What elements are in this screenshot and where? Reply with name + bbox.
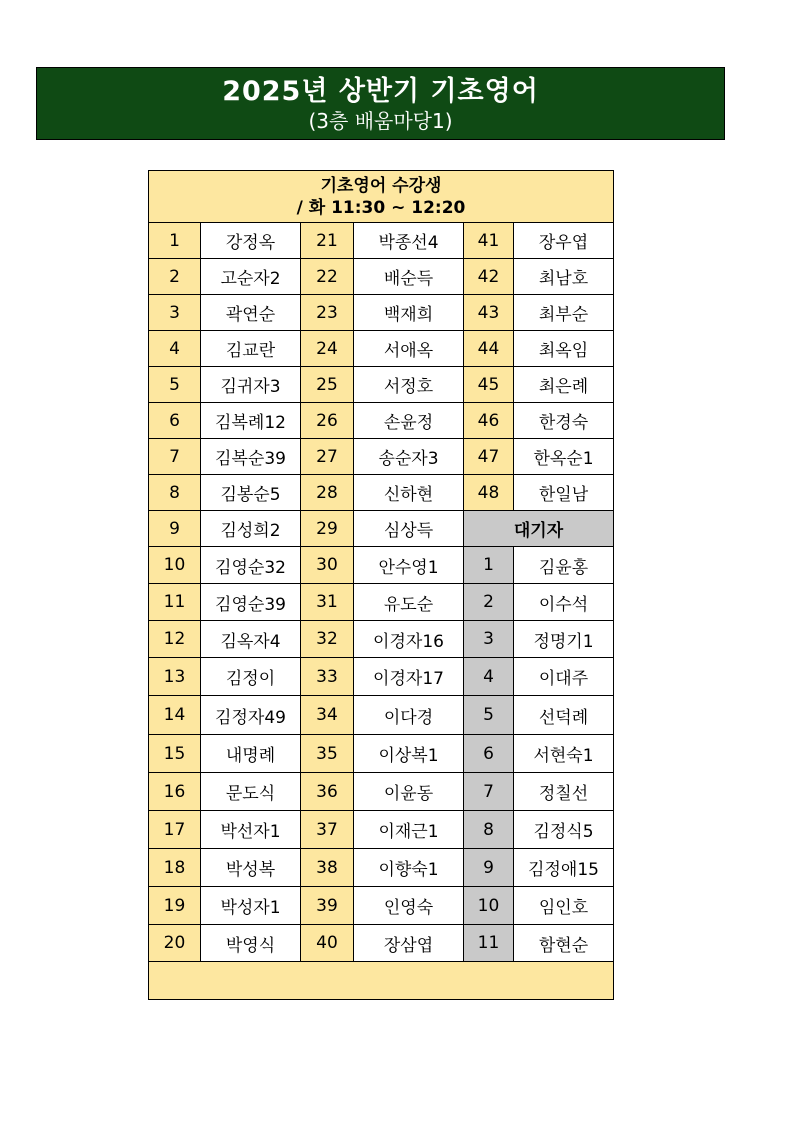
table-row (149, 621, 614, 658)
waitlist-number-cell: 9 (464, 849, 514, 887)
waitlist-name-cell: 김정식5 (514, 811, 614, 849)
roster-number-cell: 21 (301, 223, 354, 259)
roster-number-cell: 24 (301, 331, 354, 367)
roster-number-cell: 46 (464, 403, 514, 439)
table-row (149, 223, 614, 259)
waitlist-number-cell: 3 (464, 621, 514, 658)
student-name-cell: 김복순39 (201, 439, 301, 475)
student-name-cell: 이상복1 (354, 735, 464, 773)
roster-number-cell: 18 (149, 849, 201, 887)
table-row (149, 403, 614, 439)
waitlist-number-cell: 1 (464, 547, 514, 584)
roster-number-cell: 48 (464, 475, 514, 511)
student-name-cell: 송순자3 (354, 439, 464, 475)
student-name-cell: 이경자17 (354, 658, 464, 696)
roster-number-cell: 40 (301, 925, 354, 962)
waitlist-number-cell: 11 (464, 925, 514, 962)
roster-number-cell: 10 (149, 547, 201, 584)
student-name-cell: 고순자2 (201, 259, 301, 295)
student-name-cell: 백재희 (354, 295, 464, 331)
student-name-cell: 유도순 (354, 584, 464, 621)
student-name-cell: 최옥임 (514, 331, 614, 367)
student-name-cell: 김영순39 (201, 584, 301, 621)
roster-number-cell: 23 (301, 295, 354, 331)
waitlist-number-cell: 8 (464, 811, 514, 849)
roster-number-cell: 12 (149, 621, 201, 658)
roster-number-cell: 31 (301, 584, 354, 621)
student-name-cell: 심상득 (354, 511, 464, 547)
student-name-cell: 최남호 (514, 259, 614, 295)
student-name-cell: 김영순32 (201, 547, 301, 584)
table-row (149, 773, 614, 811)
roster-number-cell: 27 (301, 439, 354, 475)
student-name-cell: 이경자16 (354, 621, 464, 658)
student-name-cell: 안수영1 (354, 547, 464, 584)
student-name-cell: 박성복 (201, 849, 301, 887)
roster-header-schedule: / 화 11:30 ~ 12:20 (296, 197, 466, 218)
student-name-cell: 이재근1 (354, 811, 464, 849)
student-name-cell: 김귀자3 (201, 367, 301, 403)
table-row (149, 658, 614, 696)
table-row (149, 811, 614, 849)
roster-number-cell: 13 (149, 658, 201, 696)
student-name-cell: 김정자49 (201, 696, 301, 735)
roster-number-cell: 44 (464, 331, 514, 367)
student-name-cell: 신하현 (354, 475, 464, 511)
student-name-cell: 최부순 (514, 295, 614, 331)
student-name-cell: 김성희2 (201, 511, 301, 547)
roster-footer-row (149, 962, 614, 1000)
waitlist-name-cell: 함현순 (514, 925, 614, 962)
student-name-cell: 장우엽 (514, 223, 614, 259)
roster-number-cell: 47 (464, 439, 514, 475)
roster-number-cell: 16 (149, 773, 201, 811)
roster-number-cell: 36 (301, 773, 354, 811)
table-row (149, 511, 614, 547)
student-name-cell: 최은례 (514, 367, 614, 403)
roster-number-cell: 11 (149, 584, 201, 621)
roster-footer-cell (149, 962, 614, 1000)
waitlist-name-cell: 이수석 (514, 584, 614, 621)
page-subtitle-location: (3층 배움마당1) (308, 109, 453, 133)
title-banner (36, 67, 725, 140)
roster-number-cell: 2 (149, 259, 201, 295)
waitlist-number-cell: 10 (464, 887, 514, 925)
roster-number-cell: 20 (149, 925, 201, 962)
student-name-cell: 한경숙 (514, 403, 614, 439)
waitlist-number-cell: 7 (464, 773, 514, 811)
roster-number-cell: 45 (464, 367, 514, 403)
student-name-cell: 한옥순1 (514, 439, 614, 475)
roster-number-cell: 8 (149, 475, 201, 511)
student-name-cell: 서정호 (354, 367, 464, 403)
roster-number-cell: 43 (464, 295, 514, 331)
roster-number-cell: 39 (301, 887, 354, 925)
roster-number-cell: 42 (464, 259, 514, 295)
student-name-cell: 곽연순 (201, 295, 301, 331)
roster-number-cell: 14 (149, 696, 201, 735)
roster-number-cell: 5 (149, 367, 201, 403)
student-roster-table (148, 170, 614, 1000)
student-name-cell: 이향숙1 (354, 849, 464, 887)
page-title: 2025년 상반기 기초영어 (222, 76, 539, 107)
student-name-cell: 김옥자4 (201, 621, 301, 658)
roster-number-cell: 37 (301, 811, 354, 849)
waitlist-number-cell: 2 (464, 584, 514, 621)
student-name-cell: 한일남 (514, 475, 614, 511)
roster-number-cell: 3 (149, 295, 201, 331)
student-name-cell: 박성자1 (201, 887, 301, 925)
student-name-cell: 박종선4 (354, 223, 464, 259)
roster-header-title: 기초영어 수강생 (320, 175, 442, 196)
roster-number-cell: 17 (149, 811, 201, 849)
roster-number-cell: 1 (149, 223, 201, 259)
waitlist-name-cell: 정칠선 (514, 773, 614, 811)
roster-header-cell (149, 171, 614, 223)
roster-number-cell: 35 (301, 735, 354, 773)
student-name-cell: 김교란 (201, 331, 301, 367)
student-name-cell: 박선자1 (201, 811, 301, 849)
waitlist-label-cell: 대기자 (464, 511, 614, 547)
roster-header-row (149, 171, 614, 223)
roster-number-cell: 6 (149, 403, 201, 439)
roster-number-cell: 15 (149, 735, 201, 773)
table-row (149, 475, 614, 511)
student-name-cell: 김봉순5 (201, 475, 301, 511)
student-name-cell: 김복례12 (201, 403, 301, 439)
student-name-cell: 강정옥 (201, 223, 301, 259)
table-row (149, 584, 614, 621)
waitlist-name-cell: 임인호 (514, 887, 614, 925)
student-name-cell: 인영숙 (354, 887, 464, 925)
table-row (149, 735, 614, 773)
table-row (149, 331, 614, 367)
waitlist-name-cell: 김윤홍 (514, 547, 614, 584)
student-name-cell: 문도식 (201, 773, 301, 811)
waitlist-number-cell: 4 (464, 658, 514, 696)
roster-number-cell: 4 (149, 331, 201, 367)
waitlist-name-cell: 정명기1 (514, 621, 614, 658)
waitlist-number-cell: 5 (464, 696, 514, 735)
student-name-cell: 박영식 (201, 925, 301, 962)
table-row (149, 295, 614, 331)
waitlist-name-cell: 김정애15 (514, 849, 614, 887)
student-name-cell: 김정이 (201, 658, 301, 696)
waitlist-number-cell: 6 (464, 735, 514, 773)
waitlist-name-cell: 선덕례 (514, 696, 614, 735)
roster-number-cell: 7 (149, 439, 201, 475)
table-row (149, 696, 614, 735)
waitlist-name-cell: 서현숙1 (514, 735, 614, 773)
roster-number-cell: 29 (301, 511, 354, 547)
table-row (149, 547, 614, 584)
student-name-cell: 내명례 (201, 735, 301, 773)
roster-number-cell: 19 (149, 887, 201, 925)
roster-number-cell: 41 (464, 223, 514, 259)
student-name-cell: 배순득 (354, 259, 464, 295)
roster-number-cell: 32 (301, 621, 354, 658)
roster-number-cell: 25 (301, 367, 354, 403)
student-name-cell: 장삼엽 (354, 925, 464, 962)
roster-number-cell: 30 (301, 547, 354, 584)
table-row (149, 259, 614, 295)
student-name-cell: 손윤정 (354, 403, 464, 439)
roster-number-cell: 28 (301, 475, 354, 511)
roster-number-cell: 38 (301, 849, 354, 887)
table-row (149, 925, 614, 962)
roster-number-cell: 26 (301, 403, 354, 439)
roster-number-cell: 34 (301, 696, 354, 735)
roster-number-cell: 33 (301, 658, 354, 696)
table-row (149, 367, 614, 403)
student-name-cell: 이다경 (354, 696, 464, 735)
roster-number-cell: 22 (301, 259, 354, 295)
roster-number-cell: 9 (149, 511, 201, 547)
student-name-cell: 서애옥 (354, 331, 464, 367)
table-row (149, 439, 614, 475)
waitlist-name-cell: 이대주 (514, 658, 614, 696)
student-name-cell: 이윤동 (354, 773, 464, 811)
table-row (149, 849, 614, 887)
table-row (149, 887, 614, 925)
